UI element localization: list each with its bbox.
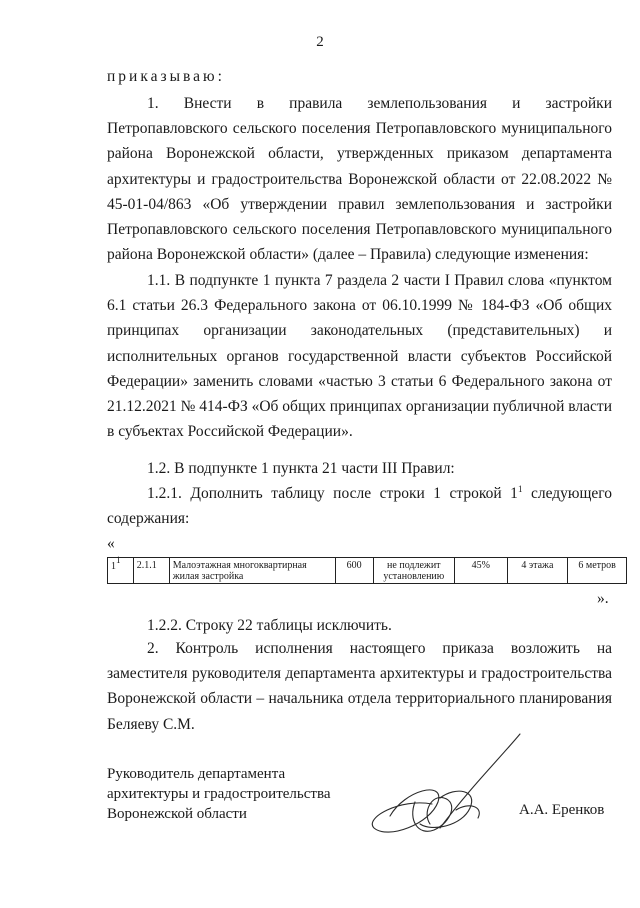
- item-1-2-1-after: следующего содержания:: [107, 485, 612, 528]
- item-1-1: [107, 268, 612, 444]
- item-2: [107, 636, 612, 737]
- item-1-2-2: [107, 613, 612, 638]
- cell-num: $1^1$: [108, 558, 134, 584]
- signatory-line-3: Воронежской области: [107, 806, 247, 822]
- order-word: приказываю:: [107, 68, 225, 85]
- item-1-lead: 1. Внести в правила землепользования и застройки: [147, 95, 612, 112]
- item-1-2: [107, 456, 612, 481]
- item-1-text: Петропавловского сельского поселения Петропавловского муниципального района Воронежской области, утвержденных приказом департамента архитектуры и градостроительства Воронежской области от 22.08.2022 № 45-01-04/863 «Об утверждении правил землепользования и застройки Петропавловского сельского поселения Петропавловского муниципального района Воронежской области» (далее – Правила) следующие изменения:: [107, 120, 612, 264]
- close-quote: ».: [597, 590, 609, 607]
- item-1-2-1-before: 1.2.1. Дополнить таблицу после строки 1 строкой 1: [147, 485, 518, 502]
- table-row: [108, 558, 627, 584]
- signatory-line-1: Руководитель департамента: [107, 766, 286, 782]
- cell-height: 6 метров: [568, 558, 627, 584]
- item-2-text: 2. Контроль исполнения настоящего приказа возложить на заместителя руководителя департамента архитектуры и градостроительства Воронежской области – начальника отдела территориального планирования Беляеву С.М.: [107, 640, 612, 733]
- signatory-name: А.А. Еренков: [519, 802, 605, 818]
- signature-stroke: [440, 734, 520, 828]
- inserted-table: [107, 557, 627, 584]
- order-word-block: [107, 64, 612, 89]
- cell-code: 2.1.1: [133, 558, 169, 584]
- item-1-1-text: 1.1. В подпункте 1 пункта 7 раздела 2 части I Правил слова «пунктом 6.1 статьи 26.3 Федерального закона от 06.10.1999 № 184-ФЗ «Об общих принципах организации законодательных (представительных) и исполнительных органов государственной власти субъектов Российской Федерации» заменить словами «частью 3 статьи 6 Федерального закона от 21.12.2021 № 414-ФЗ «Об общих принципах организации публичной власти в субъектах Российской Федерации».: [107, 272, 612, 441]
- cell-area: 600: [335, 558, 373, 584]
- item-1-2-2-text: 1.2.2. Строку 22 таблицы исключить.: [147, 617, 392, 634]
- item-1-2-1-text: [107, 481, 612, 531]
- cell-floors: 4 этажа: [507, 558, 568, 584]
- cell-not-subject: не подлежит установлению: [373, 558, 454, 584]
- page-number: 2: [316, 34, 324, 50]
- item-1-2-text: 1.2. В подпункте 1 пункта 21 части III Правил:: [147, 460, 455, 477]
- signatory-line-2: архитектуры и градостроительства: [107, 786, 331, 802]
- cell-percent: 45%: [454, 558, 507, 584]
- open-quote: «: [107, 535, 115, 552]
- open-quote-block: [107, 531, 612, 556]
- handwritten-signature: [360, 728, 540, 858]
- signatory-title: [107, 764, 330, 824]
- row-superscript: 1: [517, 484, 523, 494]
- cell-name: Малоэтажная многоквартирная жилая застройка: [169, 558, 335, 584]
- item-1: [107, 91, 612, 267]
- signature-stroke: [372, 790, 439, 832]
- item-1-2-1: [107, 481, 612, 531]
